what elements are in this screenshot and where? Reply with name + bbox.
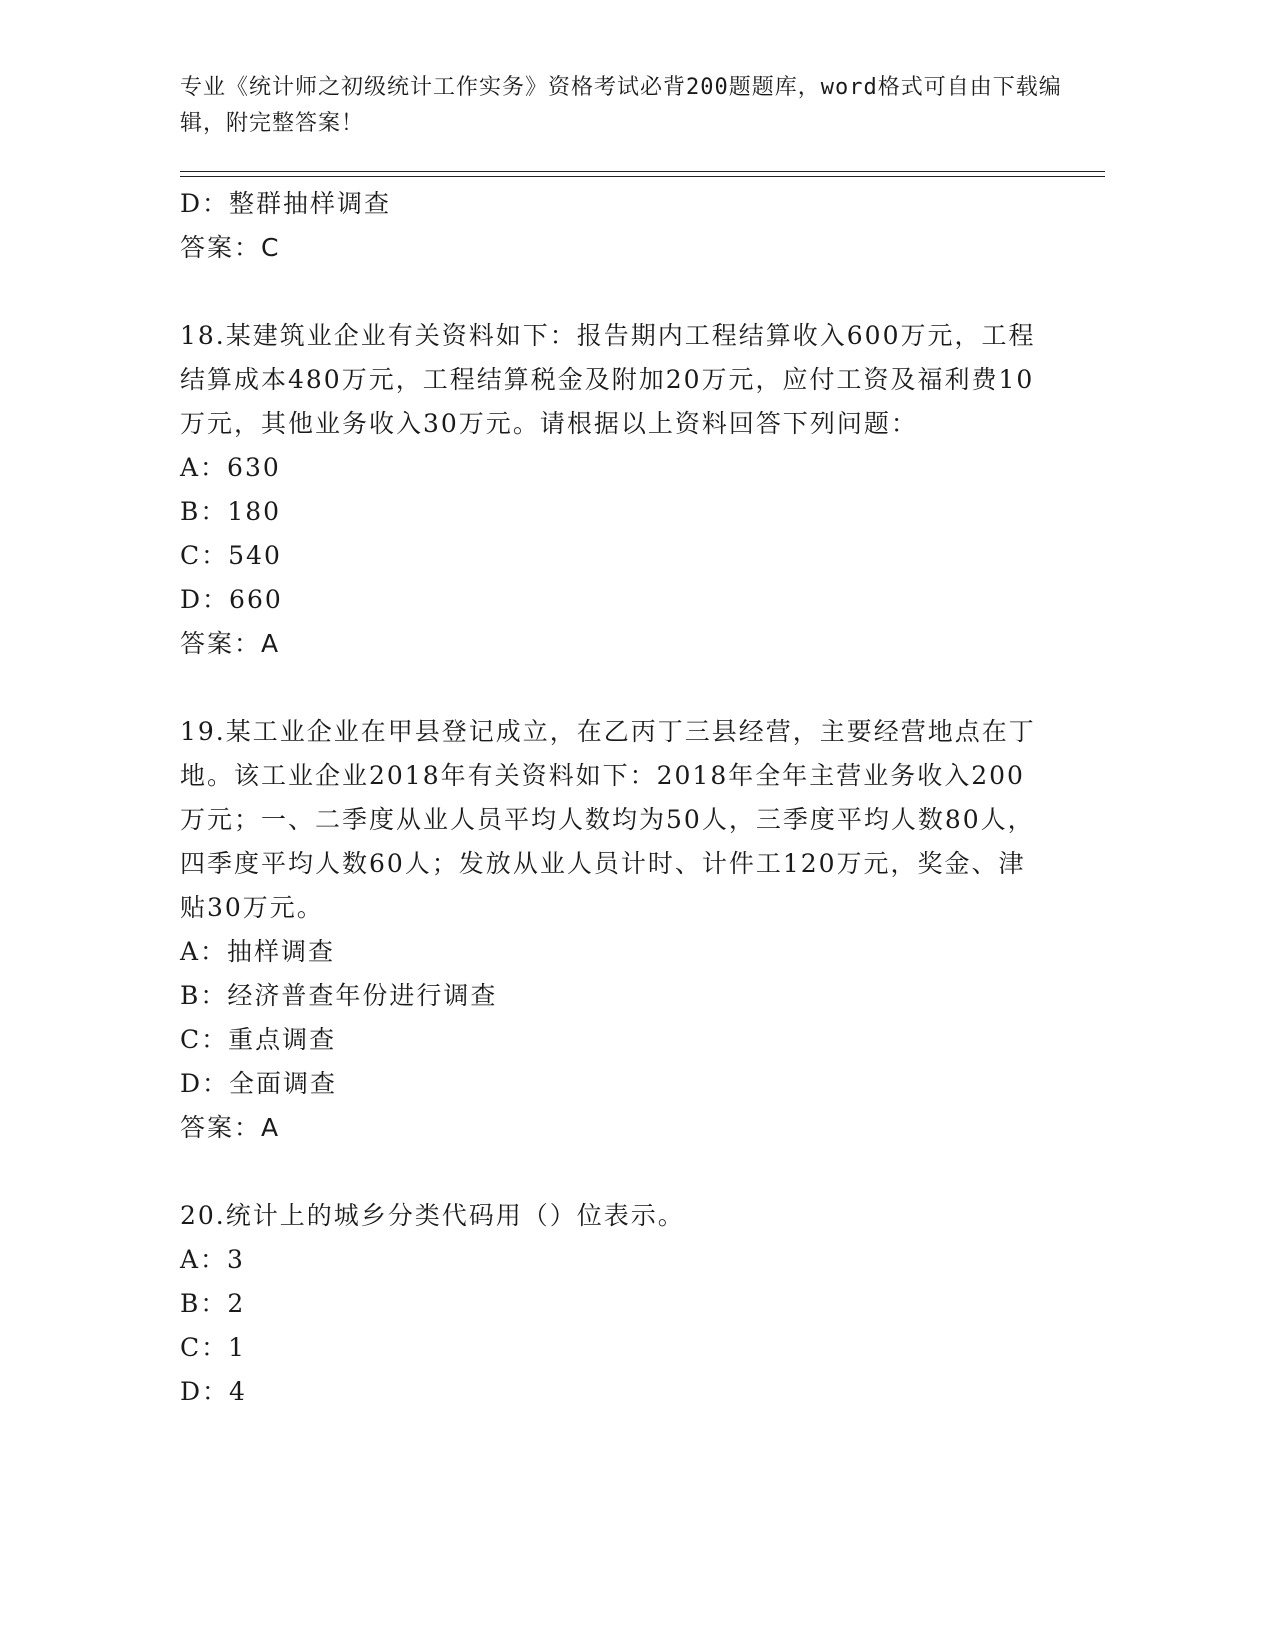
- question-19-option-c: C：重点调查: [180, 1025, 337, 1054]
- question-20-option-a: A：3: [180, 1245, 245, 1274]
- prev-answer: 答案：C: [180, 233, 281, 262]
- question-19-option-d: D：全面调查: [180, 1069, 338, 1098]
- question-20-option-c: C：1: [180, 1333, 247, 1362]
- question-18-option-d: D：660: [180, 585, 283, 614]
- question-content: [180, 182, 1040, 1414]
- spacer: [180, 666, 1040, 710]
- question-18-answer: 答案：A: [180, 629, 281, 658]
- question-19-answer: 答案：A: [180, 1113, 281, 1142]
- prev-option-d: D：整群抽样调查: [180, 189, 392, 218]
- question-20-stem: 20.统计上的城乡分类代码用（）位表示。: [180, 1201, 685, 1230]
- header-divider-top: [180, 171, 1105, 172]
- header-divider-bottom: [180, 176, 1105, 177]
- question-19-option-a: A：抽样调查: [180, 937, 336, 966]
- question-20-option-d: D：4: [180, 1377, 247, 1406]
- question-19-option-b: B：经济普查年份进行调查: [180, 981, 498, 1010]
- document-header: 专业《统计师之初级统计工作实务》资格考试必背200题题库，word格式可自由下载编辑，附完整答案！: [180, 75, 1062, 136]
- question-18-option-b: B：180: [180, 497, 282, 526]
- question-18-option-a: A：630: [180, 453, 281, 482]
- spacer: [180, 270, 1040, 314]
- question-20-option-b: B：2: [180, 1289, 246, 1318]
- question-18-stem: 18.某建筑业企业有关资料如下：报告期内工程结算收入600万元，工程结算成本480万元，工程结算税金及附加20万元，应付工资及福利费10万元，其他业务收入30万元。请根据以上资料回答下列问题：: [180, 321, 1036, 438]
- question-18-option-c: C：540: [180, 541, 282, 570]
- question-19-stem: 19.某工业企业在甲县登记成立，在乙丙丁三县经营，主要经营地点在丁地。该工业企业2018年有关资料如下：2018年全年主营业务收入200万元；一、二季度从业人员平均人数均为50人，三季度平均人数80人，四季度平均人数60人；发放从业人员计时、计件工120万元，奖金、津贴30万元。: [180, 717, 1036, 922]
- spacer: [180, 1150, 1040, 1194]
